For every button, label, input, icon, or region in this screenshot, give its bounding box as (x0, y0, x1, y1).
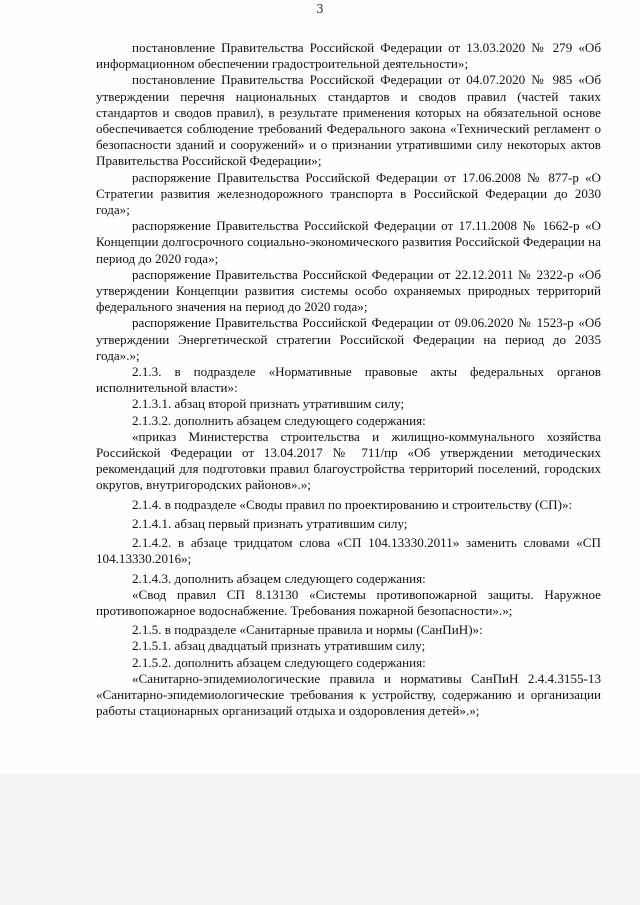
paragraph: 2.1.4.1. абзац первый признать утратившим силу; (132, 515, 408, 531)
paragraph: 2.1.3.2. дополнить абзацем следующего содержания: (132, 412, 426, 428)
paragraph: 2.1.4.3. дополнить абзацем следующего содержания: (132, 570, 426, 586)
paragraph: постановление Правительства Российской Федерации от 13.03.2020 № 279 «Об информационном обеспечении градостроительной деятельности»; (96, 40, 601, 72)
paragraph: распоряжение Правительства Российской Федерации от 09.06.2020 № 1523-р «Об утверждении Энергетической стратегии Российской Федерации на период до 2035 года».»; (96, 315, 601, 363)
paragraph: 2.1.4.2. в абзаце тридцатом слова «СП 104.13330.2011» заменить словами «СП 104.13330.2016»; (96, 535, 601, 567)
paragraph: распоряжение Правительства Российской Федерации от 17.11.2008 № 1662-р «О Концепции долгосрочного социально-экономического развития Российской Федерации на период до 2020 года»; (96, 218, 601, 266)
page-number: 3 (316, 2, 324, 16)
paragraph: распоряжение Правительства Российской Федерации от 22.12.2011 № 2322-р «Об утверждении Концепции развития системы особо охраняемых природных территорий федерального значения на период до 2020 года»; (96, 266, 601, 315)
paragraph: 2.1.3.1. абзац второй признать утратившим силу; (132, 396, 405, 412)
paragraph: постановление Правительства Российской Федерации от 04.07.2020 № 985 «Об утверждении перечня национальных стандартов и сводов правил (частей таких стандартов и сводов правил), в результате применения которых на обязательной основе обеспечивается соблюдение требований Федерального закона «Технический регламент о безопасности зданий и сооружений» и о признании утратившими силу некоторых актов Правительства Российской Федерации»; (96, 72, 601, 169)
page-background (0, 773, 640, 905)
paragraph: «Свод правил СП 8.13130 «Системы противопожарной защиты. Наружное противопожарное водоснабжение. Требования пожарной безопасности».»; (96, 586, 601, 618)
document-body (96, 40, 601, 719)
paragraph: 2.1.5.2. дополнить абзацем следующего содержания: (132, 654, 426, 670)
paragraph: «приказ Министерства строительства и жилищно-коммунального хозяйства Российской Федерации от 13.04.2017 № 711/пр «Об утверждении методических рекомендаций для подготовки правил благоустройства территорий поселений, городских округов, внутригородских районов».»; (96, 428, 601, 493)
paragraph: распоряжение Правительства Российской Федерации от 17.06.2008 № 877-р «О Стратегии развития железнодорожного транспорта в Российской Федерации до 2030 года»; (96, 169, 601, 218)
paragraph: 2.1.5.1. абзац двадцатый признать утратившим силу; (132, 638, 426, 654)
paragraph: 2.1.5. в подразделе «Санитарные правила и нормы (СанПиН)»: (132, 622, 483, 638)
paragraph: 2.1.3. в подразделе «Нормативные правовые акты федеральных органов исполнительной власти»: (96, 364, 601, 396)
paragraph: 2.1.4. в подразделе «Своды правил по проектированию и строительству (СП)»: (132, 496, 573, 512)
paragraph: «Санитарно-эпидемиологические правила и нормативы СанПиН 2.4.4.3155-13 «Санитарно-эпидемиологические требования к устройству, содержанию и организации работы стационарных организаций отдыха и оздоровления детей».»; (96, 670, 601, 719)
